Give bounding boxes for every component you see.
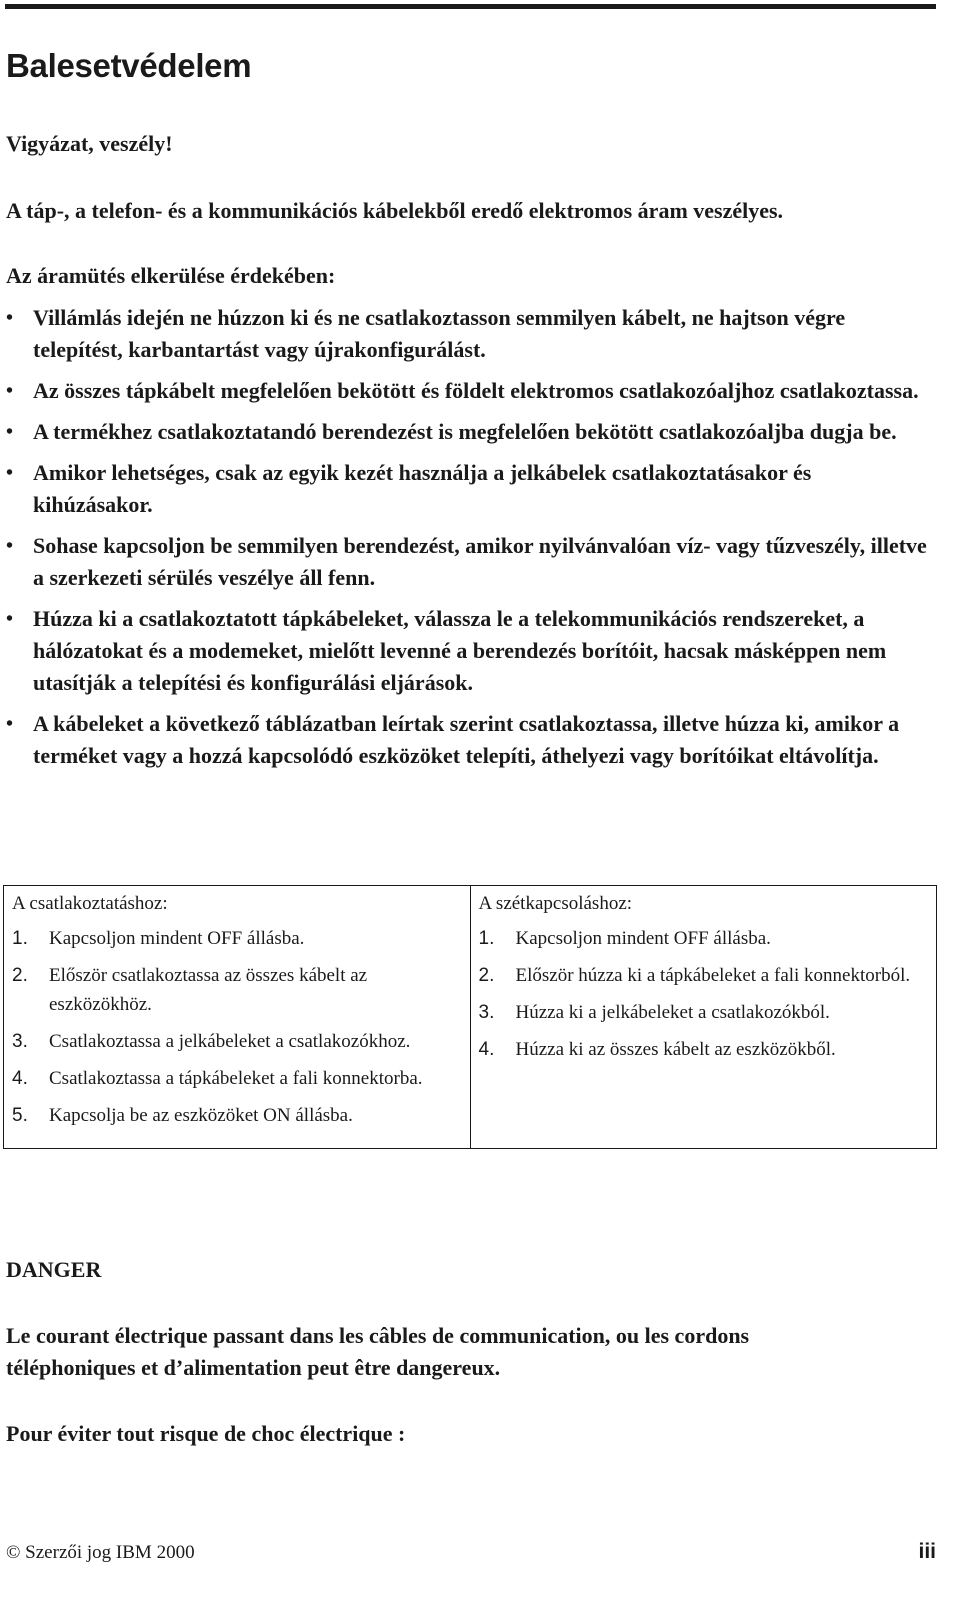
step-text: Húzza ki a jelkábeleket a csatlakozókból. <box>515 1002 830 1023</box>
list-item <box>6 708 936 772</box>
step-number: 3. <box>12 1031 28 1052</box>
step-number: 2. <box>12 965 28 986</box>
bullet-text: Húzza ki a csatlakoztatott tápkábeleket, válassza le a telekommunikációs rendszereket, a hálózatokat és a modemeket, mielőtt levenné a berendezés borítóit, hacsak másképpen nem utasítják a telepítési és konfigurálási eljárások. <box>33 606 887 695</box>
step-text: Csatlakoztassa a jelkábeleket a csatlakozókhoz. <box>49 1031 411 1052</box>
step-number: 5. <box>12 1105 28 1126</box>
step-text: Húzza ki az összes kábelt az eszközökből. <box>515 1039 836 1060</box>
list-item <box>6 457 936 521</box>
danger-text-line-1: Le courant électrique passant dans les câbles de communication, ou les cordons <box>6 1323 750 1348</box>
danger-text-line-2: téléphoniques et d’alimentation peut être dangereux. <box>6 1355 501 1380</box>
bullet-glyph: • <box>6 421 14 443</box>
list-item <box>479 924 929 953</box>
step-number: 1. <box>12 928 28 949</box>
step-number: 2. <box>478 965 495 986</box>
bullet-glyph: • <box>6 307 14 329</box>
disconnect-column <box>470 886 937 1149</box>
footer-copyright: © Szerzői jog IBM 2000 <box>6 1542 195 1563</box>
bullet-glyph: • <box>6 462 14 484</box>
step-number: 1. <box>478 928 495 949</box>
step-text: Először csatlakoztassa az összes kábelt az eszközökhöz. <box>49 965 368 1015</box>
step-number: 4. <box>12 1068 28 1089</box>
danger-heading: DANGER <box>6 1257 102 1282</box>
list-item <box>12 924 462 953</box>
bullet-text: A kábeleket a következő táblázatban leírtak szerint csatlakoztassa, illetve húzza ki, amikor a terméket vagy a hozzá kapcsolódó eszközöket telepíti, áthelyezi vagy borítóikat eltávolítja. <box>33 711 900 768</box>
list-item <box>6 603 936 699</box>
top-rule <box>5 4 936 9</box>
list-item <box>12 1027 462 1056</box>
page-title: Balesetvédelem <box>6 47 252 84</box>
step-text: Kapcsoljon mindent OFF állásba. <box>515 928 771 949</box>
danger-intro: Pour éviter tout risque de choc électrique : <box>6 1421 406 1446</box>
list-item <box>6 375 936 407</box>
step-number: 4. <box>478 1039 495 1060</box>
safety-intro: Az áramütés elkerülése érdekében: <box>6 263 336 288</box>
connect-heading: A csatlakoztatáshoz: <box>12 893 168 914</box>
list-item <box>6 530 936 594</box>
connect-column <box>4 886 471 1149</box>
connect-steps <box>12 924 462 1130</box>
step-text: Kapcsoljon mindent OFF állásba. <box>49 928 305 949</box>
list-item <box>6 302 936 366</box>
bullet-text: Villámlás idején ne húzzon ki és ne csatlakoztasson semmilyen kábelt, ne hajtson végre telepítést, karbantartást vagy újrakonfigurálást. <box>33 305 846 362</box>
bullet-text: Sohase kapcsoljon be semmilyen berendezést, amikor nyilvánvalóan víz- vagy tűzveszély, illetve a szerkezeti sérülés veszélye áll fenn. <box>33 533 927 590</box>
list-item <box>479 1035 929 1064</box>
disconnect-heading: A szétkapcsoláshoz: <box>478 893 633 914</box>
disconnect-steps <box>479 924 929 1064</box>
safety-bullet-list <box>6 302 936 781</box>
list-item <box>12 961 462 1019</box>
warning-text: A táp-, a telefon- és a kommunikációs kábelekből eredő elektromos áram veszélyes. <box>6 198 784 223</box>
warning-heading: Vigyázat, veszély! <box>6 131 173 156</box>
step-text: Először húzza ki a tápkábeleket a fali konnektorból. <box>515 965 911 986</box>
bullet-glyph: • <box>6 713 14 735</box>
bullet-text: A termékhez csatlakoztatandó berendezést is megfelelően bekötött csatlakozóaljba dugja be. <box>33 419 897 444</box>
step-number: 3. <box>478 1002 495 1023</box>
cable-steps-table <box>3 885 937 1149</box>
list-item <box>12 1064 462 1093</box>
bullet-text: Amikor lehetséges, csak az egyik kezét használja a jelkábelek csatlakoztatásakor és kihúzásakor. <box>33 460 812 517</box>
table-row <box>4 886 937 1149</box>
step-text: Csatlakoztassa a tápkábeleket a fali konnektorba. <box>49 1068 423 1089</box>
bullet-glyph: • <box>6 380 14 402</box>
list-item <box>6 416 936 448</box>
bullet-glyph: • <box>6 535 14 557</box>
list-item <box>12 1101 462 1130</box>
page-number: iii <box>918 1540 936 1563</box>
list-item <box>479 961 929 990</box>
bullet-glyph: • <box>6 608 14 630</box>
step-text: Kapcsolja be az eszközöket ON állásba. <box>49 1105 353 1126</box>
bullet-text: Az összes tápkábelt megfelelően bekötött és földelt elektromos csatlakozóaljhoz csatlakoztassa. <box>33 378 919 403</box>
list-item <box>479 998 929 1027</box>
